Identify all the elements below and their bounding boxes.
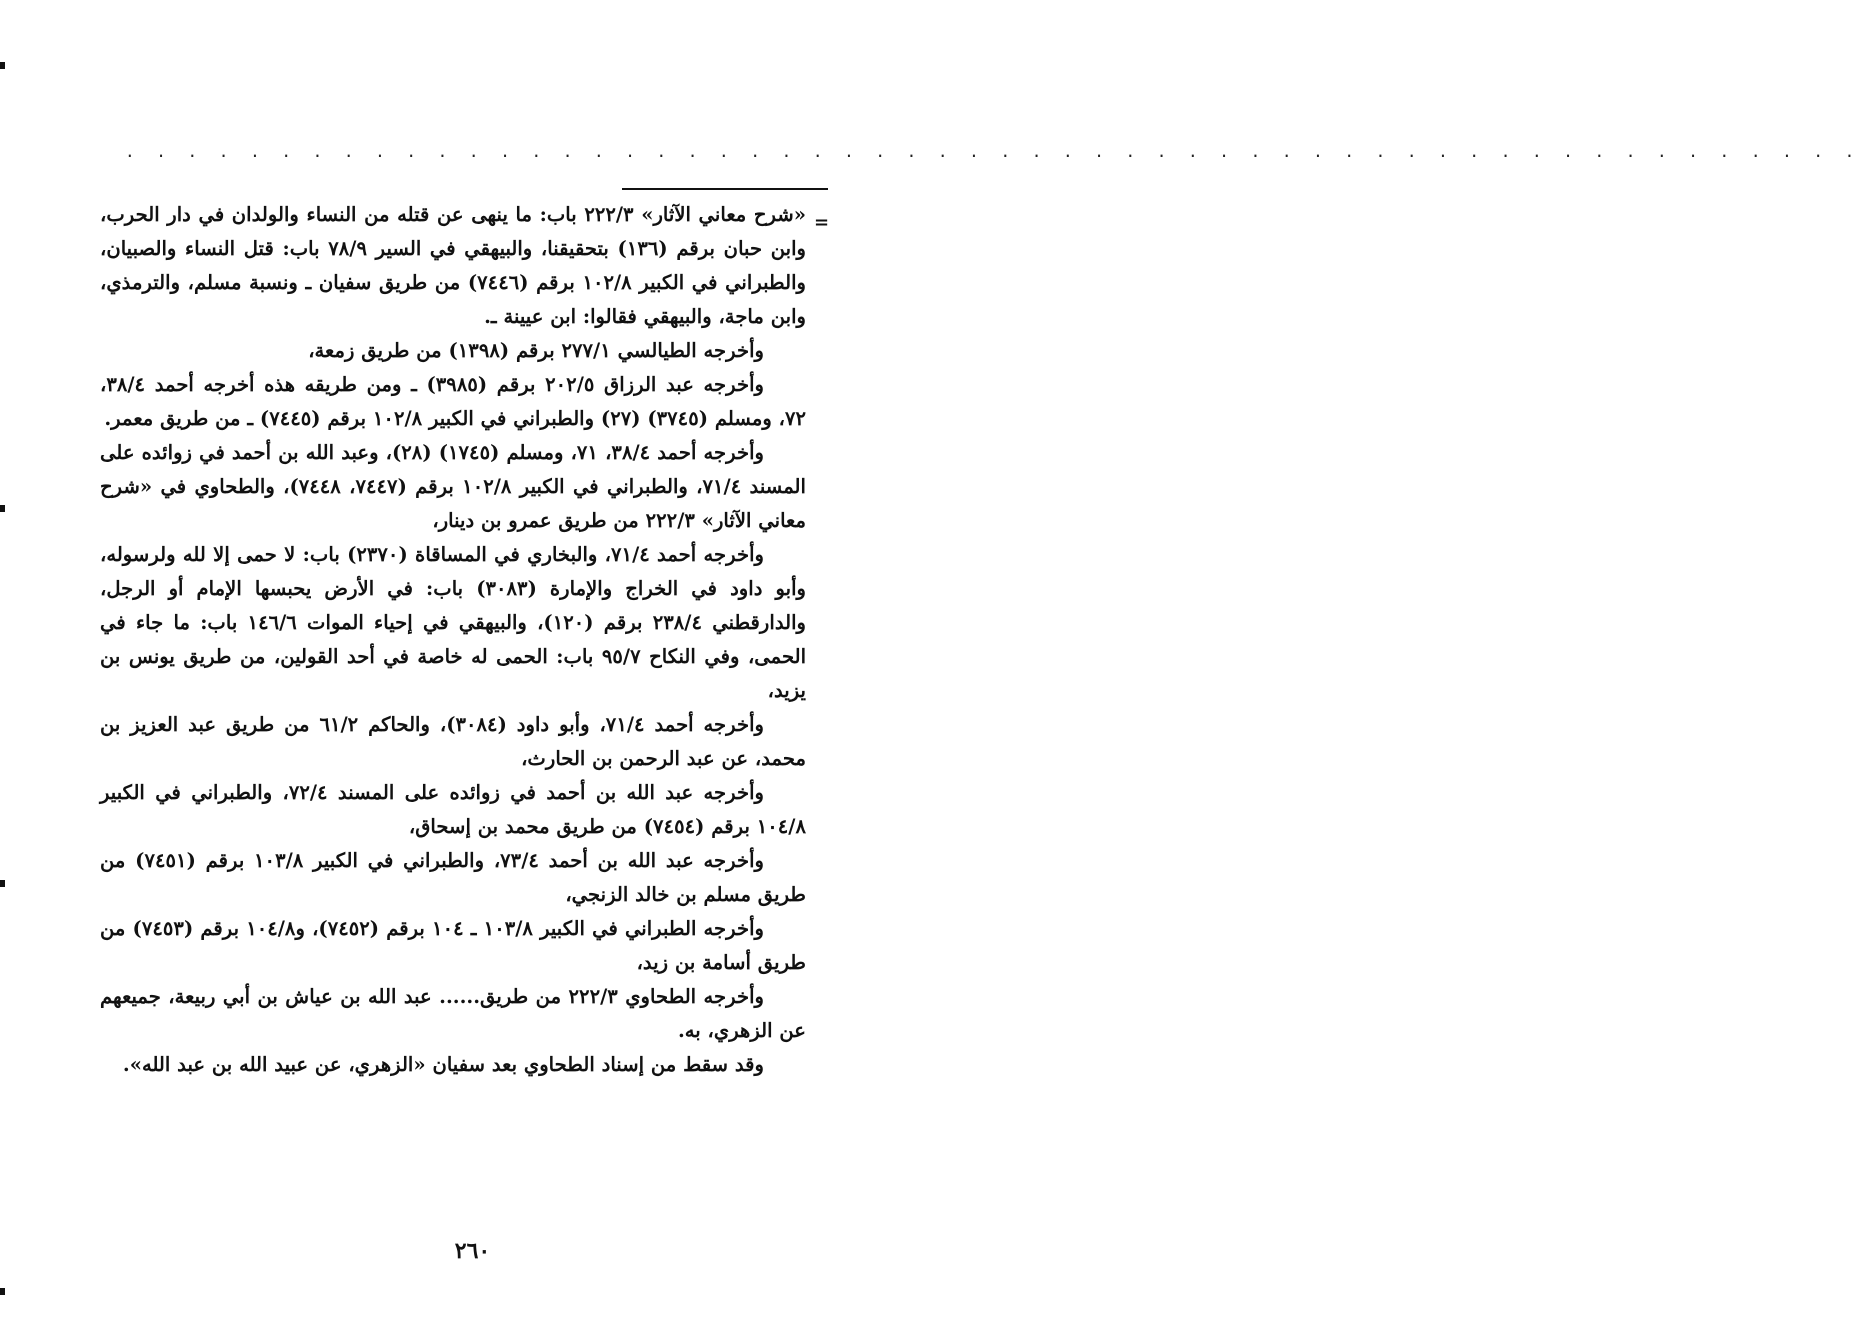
footnote-paragraph: وأخرجه الطبراني في الكبير ١٠٣/٨ ـ ١٠٤ برقم (٧٤٥٢)، و١٠٤/٨ برقم (٧٤٥٣) من طريق أسامة بن زيد، (100, 917, 806, 974)
footnote-paragraph: «شرح معاني الآثار» ٢٢٢/٣ باب: ما ينهى عن قتله من النساء والولدان في دار الحرب، وابن حبان برقم (١٣٦) بتحقيقنا، والبيهقي في السير ٧٨/٩ باب: قتل النساء والصبيان، والطبراني في الكبير ١٠٢/٨ برقم (٧٤٤٦) من طريق سفيان ـ ونسبة مسلم، والترمذي، وابن ماجة، والبيهقي فقالوا: ابن عيينة ـ. (100, 203, 806, 328)
scan-margin-mark (0, 1288, 5, 1295)
footnote-paragraph: وأخرجه الطيالسي ٢٧٧/١ برقم (١٣٩٨) من طريق زمعة، (308, 339, 764, 362)
footnote-paragraph: وأخرجه أحمد ٧١/٤، والبخاري في المساقاة (٢٣٧٠) باب: لا حمى إلا لله ولرسوله، وأبو داود في الخراج والإمارة (٣٠٨٣) باب: في الأرض يحبسها الإمام أو الرجل، والدارقطني ٢٣٨/٤ برقم (١٢٠)، والبيهقي في إحياء الموات ١٤٦/٦ باب: ما جاء في الحمى، وفي النكاح ٩٥/٧ باب: الحمى له خاصة في أحد القولين، من طريق يونس بن يزيد، (100, 543, 807, 702)
scan-margin-mark (0, 505, 5, 512)
footnotes-block (100, 198, 806, 1082)
scan-margin-mark (0, 62, 5, 69)
continuation-mark: = (814, 212, 830, 233)
footnote-paragraph: وأخرجه أحمد ٣٨/٤، ٧١، ومسلم (١٧٤٥) (٢٨)، وعبد الله بن أحمد في زوائده على المسند ٧١/٤، والطبراني في الكبير ١٠٢/٨ برقم (٧٤٤٧، ٧٤٤٨)، والطحاوي في «شرح معاني الآثار» ٢٢٢/٣ من طريق عمرو بن دينار، (100, 441, 806, 532)
footnote-paragraph: وقد سقط من إسناد الطحاوي بعد سفيان «الزهري، عن عبيد الله بن عبد الله». (122, 1053, 764, 1076)
page-number: ٢٦٠ (454, 1238, 491, 1264)
footnote-paragraph: وأخرجه الطحاوي ٢٢٢/٣ من طريق...... عبد الله بن عياش بن أبي ربيعة، جميعهم عن الزهري، به. (100, 985, 806, 1042)
footnote-paragraph: وأخرجه عبد الرزاق ٢٠٢/٥ برقم (٣٩٨٥) ـ ومن طريقه هذه أخرجه أحمد ٣٨/٤، ٧٢، ومسلم (٣٧٤٥) (٢٧) والطبراني في الكبير ١٠٢/٨ برقم (٧٤٤٥) ـ من طريق معمر. (100, 373, 806, 430)
footnote-paragraph: وأخرجه أحمد ٧١/٤، وأبو داود (٣٠٨٤)، والحاكم ٦١/٢ من طريق عبد العزيز بن محمد، عن عبد الرحمن بن الحارث، (100, 713, 806, 770)
scan-margin-mark (0, 880, 5, 887)
dotted-separator: . . . . . . . . . . . . . . . . . . . . . . . . . . . . . . . . . . . . . . . . . . . . . . . . . . . . . . . . (125, 142, 1860, 161)
footnote-rule (622, 188, 828, 190)
footnote-paragraph: وأخرجه عبد الله بن أحمد في زوائده على المسند ٧٢/٤، والطبراني في الكبير ١٠٤/٨ برقم (٧٤٥٤) من طريق محمد بن إسحاق، (100, 781, 806, 838)
footnote-paragraph: وأخرجه عبد الله بن أحمد ٧٣/٤، والطبراني في الكبير ١٠٣/٨ برقم (٧٤٥١) من طريق مسلم بن خالد الزنجي، (100, 849, 806, 906)
